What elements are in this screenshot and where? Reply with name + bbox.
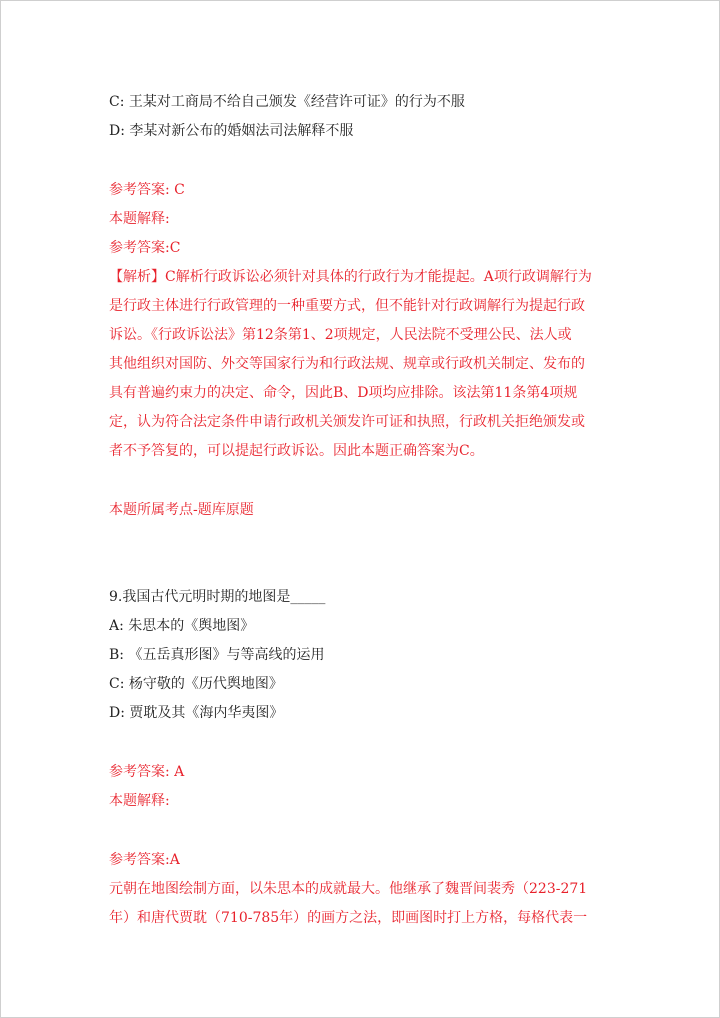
q8-option-d: D: 李某对新公布的婚姻法司法解释不服 bbox=[109, 123, 354, 139]
q9-option-d: D: 贾耽及其《海内华夷图》 bbox=[109, 705, 284, 721]
q8-explanation-line: 是行政主体进行行政管理的一种重要方式，但不能针对行政调解行为提起行政 bbox=[109, 298, 585, 314]
q9-question: 9.我国古代元明时期的地图是_____ bbox=[109, 589, 326, 605]
q9-option-c: C: 杨守敬的《历代舆地图》 bbox=[109, 676, 283, 692]
q8-explanation-line: 其他组织对国防、外交等国家行为和行政法规、规章或行政机关制定、发布的 bbox=[109, 356, 585, 372]
q8-option-c: C: 王某对工商局不给自己颁发《经营许可证》的行为不服 bbox=[109, 94, 465, 110]
q9-answer-label-2: 参考答案:A bbox=[109, 852, 180, 868]
q8-topic: 本题所属考点-题库原题 bbox=[109, 502, 254, 518]
q9-option-a: A: 朱思本的《舆地图》 bbox=[109, 618, 255, 634]
q8-explanation-line: 定，认为符合法定条件申请行政机关颁发许可证和执照，行政机关拒绝颁发或 bbox=[109, 414, 585, 430]
q9-explanation-line: 年）和唐代贾耽（710-785年）的画方之法，即画图时打上方格，每格代表一 bbox=[109, 910, 588, 926]
q8-answer-label-2: 参考答案:C bbox=[109, 240, 181, 256]
q8-explanation-line: 【解析】C解析行政诉讼必须针对具体的行政行为才能提起。A项行政调解行为 bbox=[109, 269, 592, 285]
document-content bbox=[109, 88, 614, 933]
q8-explanation-line: 具有普遍约束力的决定、命令，因此B、D项均应排除。该法第11条第4项规 bbox=[109, 385, 578, 401]
q9-answer-label: 参考答案: A bbox=[109, 764, 185, 780]
q8-explanation-label: 本题解释: bbox=[109, 211, 170, 227]
q8-answer-label: 参考答案: C bbox=[109, 182, 185, 198]
q8-explanation-line: 者不予答复的，可以提起行政诉讼。因此本题正确答案为C。 bbox=[109, 443, 484, 459]
q9-explanation-label: 本题解释: bbox=[109, 793, 170, 809]
q9-option-b: B: 《五岳真形图》与等高线的运用 bbox=[109, 647, 325, 663]
q8-explanation-line: 诉讼。《行政诉讼法》第12条第1、2项规定，人民法院不受理公民、法人或 bbox=[109, 327, 572, 343]
q9-explanation-line: 元朝在地图绘制方面，以朱思本的成就最大。他继承了魏晋间裴秀（223-271 bbox=[109, 881, 588, 897]
